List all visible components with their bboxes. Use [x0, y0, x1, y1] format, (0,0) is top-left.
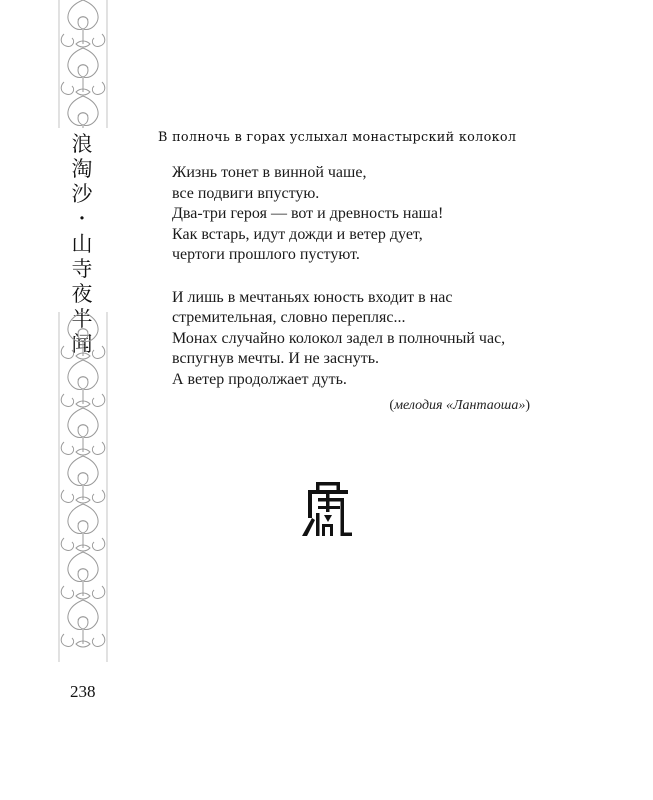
melody-close-paren: ): [525, 398, 530, 413]
poem-line: Два-три героя — вот и древность наша!: [172, 205, 444, 222]
poem-body: [172, 163, 612, 390]
stanza-gap: [172, 266, 612, 288]
poem-line: Жизнь тонет в винной чаше,: [172, 164, 367, 181]
title-char: 淘: [71, 157, 93, 181]
title-separator: ・: [73, 209, 91, 230]
title-char: 闻: [71, 332, 93, 356]
seal-icon: [302, 482, 352, 536]
title-char: 半: [71, 307, 93, 331]
melody-open-paren: (: [389, 398, 395, 413]
floral-border-ornament-bottom: [58, 312, 108, 664]
ornament-icon: [58, 312, 108, 664]
title-char: 寺: [71, 257, 93, 281]
melody-text: мелодия «Лантаоша»: [394, 398, 526, 413]
title-char: 沙: [71, 182, 93, 206]
poem-line: Монах случайно колокол задел в полночный час,: [172, 329, 506, 347]
ornament-icon: [58, 0, 108, 128]
page-number: 238: [70, 682, 96, 701]
floral-border-ornament-top: [58, 0, 108, 128]
title-char: 山: [71, 232, 93, 256]
poem-line: Как встарь, идут дожди и ветер дует,: [172, 225, 423, 243]
melody-note: [389, 398, 530, 414]
poem-line: И лишь в мечтаньях юность входит в нас: [172, 288, 453, 306]
title-char: 浪: [71, 132, 93, 156]
poem-line: чертоги прошлого пустуют.: [172, 246, 360, 263]
poem-line: все подвиги впустую.: [172, 184, 320, 202]
poem-line: А ветер продолжает дуть.: [172, 370, 347, 388]
title-char: 夜: [71, 282, 93, 306]
poem-line: стремительная, словно перепляс...: [172, 309, 406, 326]
poem-heading: В полночь в горах услыхал монастырский колокол: [158, 130, 517, 145]
poem-line: вспугнув мечты. И не заснуть.: [172, 350, 380, 367]
